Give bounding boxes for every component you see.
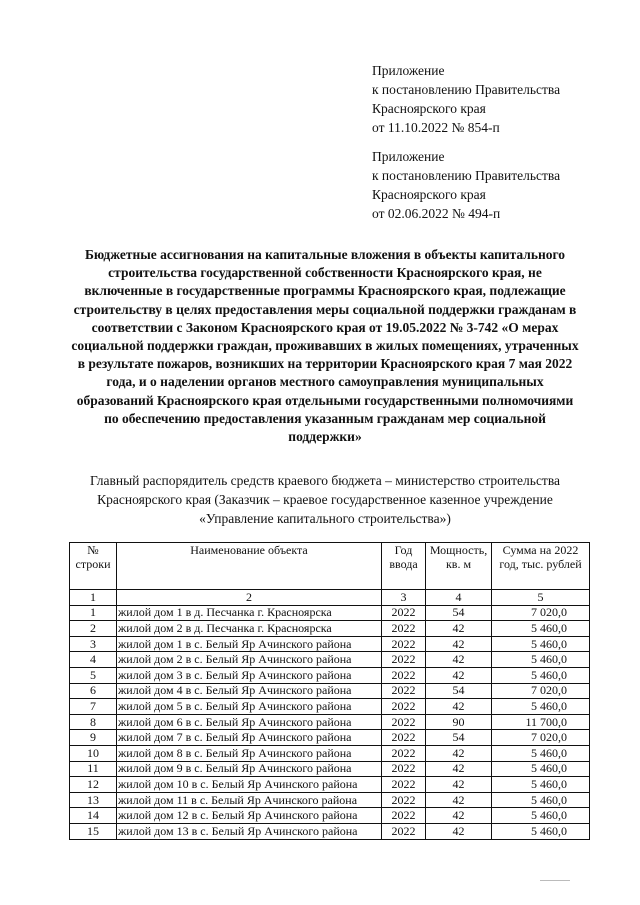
year-cell: 2022 — [382, 605, 426, 621]
sum-cell: 5 460,0 — [492, 792, 590, 808]
capacity-cell: 54 — [426, 605, 492, 621]
appendix-line: от 02.06.2022 № 494-п — [372, 206, 501, 221]
capacity-cell: 54 — [426, 730, 492, 746]
appendix-line: к постановлению Правительства — [372, 168, 561, 183]
year-cell: 2022 — [382, 652, 426, 668]
sum-cell: 5 460,0 — [492, 699, 590, 715]
row-number-cell: 1 — [70, 605, 117, 621]
row-number-cell: 10 — [70, 745, 117, 761]
row-number-cell: 12 — [70, 777, 117, 793]
table-row — [70, 605, 590, 621]
year-cell: 2022 — [382, 792, 426, 808]
year-cell: 2022 — [382, 745, 426, 761]
object-name-cell: жилой дом 6 в с. Белый Яр Ачинского района — [117, 714, 382, 730]
object-name-cell: жилой дом 8 в с. Белый Яр Ачинского района — [117, 745, 382, 761]
table-row — [70, 652, 590, 668]
year-cell: 2022 — [382, 823, 426, 839]
year-cell: 2022 — [382, 730, 426, 746]
table-row — [70, 636, 590, 652]
appendix-line: Приложение — [372, 149, 445, 164]
sum-cell: 7 020,0 — [492, 730, 590, 746]
capacity-cell: 42 — [426, 792, 492, 808]
table-row — [70, 699, 590, 715]
year-cell: 2022 — [382, 808, 426, 824]
row-number-cell: 3 — [70, 636, 117, 652]
capacity-cell: 42 — [426, 636, 492, 652]
table-row — [70, 761, 590, 777]
sum-cell: 7 020,0 — [492, 683, 590, 699]
header-year: Год ввода — [382, 543, 426, 590]
sum-cell: 5 460,0 — [492, 761, 590, 777]
row-number-cell: 7 — [70, 699, 117, 715]
row-number-cell: 6 — [70, 683, 117, 699]
capacity-cell: 42 — [426, 699, 492, 715]
object-name-cell: жилой дом 7 в с. Белый Яр Ачинского района — [117, 730, 382, 746]
capacity-cell: 42 — [426, 808, 492, 824]
capacity-cell: 42 — [426, 667, 492, 683]
table-row — [70, 683, 590, 699]
object-name-cell: жилой дом 5 в с. Белый Яр Ачинского района — [117, 699, 382, 715]
row-number-cell: 5 — [70, 667, 117, 683]
year-cell: 2022 — [382, 683, 426, 699]
table-header-row — [70, 543, 590, 590]
row-number-cell: 9 — [70, 730, 117, 746]
sum-cell: 5 460,0 — [492, 745, 590, 761]
year-cell: 2022 — [382, 714, 426, 730]
sum-cell: 5 460,0 — [492, 667, 590, 683]
header-name: Наименование объекта — [117, 543, 382, 590]
object-name-cell: жилой дом 3 в с. Белый Яр Ачинского района — [117, 667, 382, 683]
row-number-cell: 2 — [70, 621, 117, 637]
column-number: 4 — [426, 590, 492, 606]
table-row — [70, 808, 590, 824]
sum-cell: 5 460,0 — [492, 777, 590, 793]
capacity-cell: 42 — [426, 745, 492, 761]
header-sum: Сумма на 2022 год, тыс. рублей — [492, 543, 590, 590]
sum-cell: 11 700,0 — [492, 714, 590, 730]
sum-cell: 5 460,0 — [492, 621, 590, 637]
table-row — [70, 621, 590, 637]
object-name-cell: жилой дом 1 в д. Песчанка г. Красноярска — [117, 605, 382, 621]
sum-cell: 5 460,0 — [492, 636, 590, 652]
capacity-cell: 90 — [426, 714, 492, 730]
year-cell: 2022 — [382, 667, 426, 683]
appendix-line: Приложение — [372, 63, 445, 78]
appendix-line: Красноярского края — [372, 187, 486, 202]
capacity-cell: 42 — [426, 652, 492, 668]
object-name-cell: жилой дом 13 в с. Белый Яр Ачинского района — [117, 823, 382, 839]
sum-cell: 5 460,0 — [492, 808, 590, 824]
table-row — [70, 714, 590, 730]
appendix-line: к постановлению Правительства — [372, 82, 561, 97]
appendix-line: от 11.10.2022 № 854-п — [372, 120, 500, 135]
table-row — [70, 823, 590, 839]
capacity-cell: 42 — [426, 777, 492, 793]
object-name-cell: жилой дом 1 в с. Белый Яр Ачинского района — [117, 636, 382, 652]
header-row-no: № строки — [70, 543, 117, 590]
capacity-cell: 54 — [426, 683, 492, 699]
year-cell: 2022 — [382, 777, 426, 793]
year-cell: 2022 — [382, 699, 426, 715]
table-row — [70, 730, 590, 746]
row-number-cell: 4 — [70, 652, 117, 668]
year-cell: 2022 — [382, 761, 426, 777]
table-row — [70, 667, 590, 683]
capacity-cell: 42 — [426, 621, 492, 637]
row-number-cell: 13 — [70, 792, 117, 808]
appendix-current — [372, 61, 560, 137]
sum-cell: 5 460,0 — [492, 823, 590, 839]
objects-table — [69, 542, 590, 840]
column-number: 2 — [117, 590, 382, 606]
table-row — [70, 777, 590, 793]
document-subtitle: Главный распорядитель средств краевого бюджета – министерство строительства Красноярского края (Заказчик – краевое государственное казенное учреждение «Управление капитального строительства») — [89, 473, 561, 526]
capacity-cell: 42 — [426, 761, 492, 777]
scan-mark — [540, 880, 570, 881]
object-name-cell: жилой дом 11 в с. Белый Яр Ачинского района — [117, 792, 382, 808]
row-number-cell: 15 — [70, 823, 117, 839]
column-numbers-row — [70, 590, 590, 606]
object-name-cell: жилой дом 2 в с. Белый Яр Ачинского района — [117, 652, 382, 668]
header-capacity: Мощность, кв. м — [426, 543, 492, 590]
column-number: 5 — [492, 590, 590, 606]
sum-cell: 5 460,0 — [492, 652, 590, 668]
object-name-cell: жилой дом 4 в с. Белый Яр Ачинского района — [117, 683, 382, 699]
document-title: Бюджетные ассигнования на капитальные вложения в объекты капитального строительства государственной собственности Красноярского края, не включенные в государственные программы Красноярского края, подлежащие строительству в целях предоставления меры социальной поддержки гражданам в соответствии с Законом Красноярского края от 19.05.2022 № 3-742 «О мерах социальной поддержки граждан, проживавших в жилых помещениях, утраченных в результате пожаров, возникших на территории Красноярского края 7 мая 2022 года, и о наделении органов местного самоуправления муниципальных образований Красноярского края отдельными государственными полномочиями по обеспечению предоставления указанным гражданам мер социальной поддержки» — [71, 247, 579, 445]
appendix-line: Красноярского края — [372, 101, 486, 116]
object-name-cell: жилой дом 12 в с. Белый Яр Ачинского района — [117, 808, 382, 824]
table-row — [70, 792, 590, 808]
object-name-cell: жилой дом 9 в с. Белый Яр Ачинского района — [117, 761, 382, 777]
appendix-original — [372, 147, 560, 223]
object-name-cell: жилой дом 10 в с. Белый Яр Ачинского района — [117, 777, 382, 793]
table-row — [70, 745, 590, 761]
row-number-cell: 11 — [70, 761, 117, 777]
object-name-cell: жилой дом 2 в д. Песчанка г. Красноярска — [117, 621, 382, 637]
capacity-cell: 42 — [426, 823, 492, 839]
row-number-cell: 8 — [70, 714, 117, 730]
sum-cell: 7 020,0 — [492, 605, 590, 621]
row-number-cell: 14 — [70, 808, 117, 824]
year-cell: 2022 — [382, 636, 426, 652]
year-cell: 2022 — [382, 621, 426, 637]
column-number: 3 — [382, 590, 426, 606]
column-number: 1 — [70, 590, 117, 606]
